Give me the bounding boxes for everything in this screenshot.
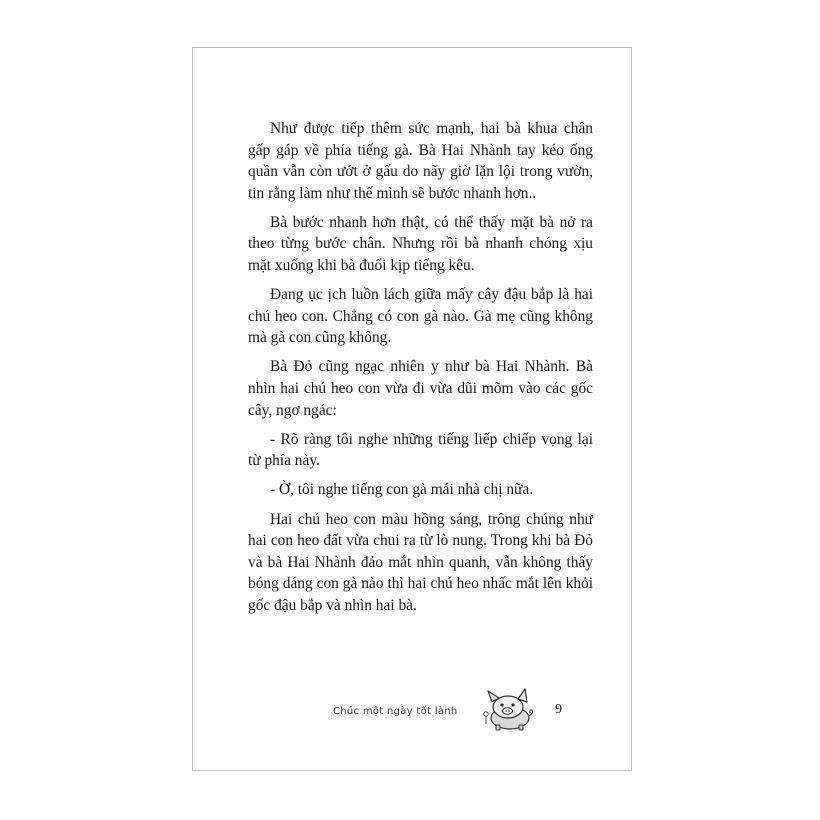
paragraph-4: Bà Đỏ cũng ngạc nhiên y như bà Hai Nhành. Bà nhìn hai chú heo con vừa đi vừa dũi mõm vào các gốc cây, ngơ ngác: <box>248 358 593 419</box>
piglet-icon <box>478 688 542 732</box>
paragraph-2: Bà bước nhanh hơn thật, có thể thấy mặt bà nở ra theo từng bước chân. Nhưng rồi bà nhanh chóng xịu mặt xuống khi bà đuổi kịp tiếng kêu. <box>248 213 593 275</box>
dialogue-1: - Rõ ràng tôi nghe những tiếng liếp chiếp vọng lại từ phía này. <box>248 430 593 470</box>
book-page <box>192 47 632 771</box>
running-title: Chúc một ngày tốt lành <box>333 706 458 717</box>
dialogue-2: - Ờ, tôi nghe tiếng con gà mái nhà chị nữa. <box>270 481 534 499</box>
paragraph-5: Hai chú heo con màu hồng sáng, trông chúng như hai con heo đất vừa chui ra từ lò nung. Trong khi bà Đỏ và bà Hai Nhành đảo mắt nhìn quanh, vẫn không thấy bóng dáng con gà nào thì hai chú heo nhấc mắt lên khỏi gốc đậu bắp và nhìn hai bà. <box>248 510 593 614</box>
paragraph-3: Đang ục ịch luồn lách giữa mấy cây đậu bắp là hai chú heo con. Chẳng có con gà nào. Gà mẹ cũng không mà gà con cũng không. <box>248 286 593 347</box>
page-number: 9 <box>555 702 562 717</box>
page-body-text <box>248 118 593 624</box>
page-footer <box>193 688 633 738</box>
paragraph-1: Như được tiếp thêm sức mạnh, hai bà khua chân gấp gáp về phía tiếng gà. Bà Hai Nhành tay kéo ống quần vẫn còn ướt ở gấu do nãy giờ lặn lội trong vườn, tin rằng làm như thế mình sẽ bước nhanh hơn.. <box>248 120 593 202</box>
